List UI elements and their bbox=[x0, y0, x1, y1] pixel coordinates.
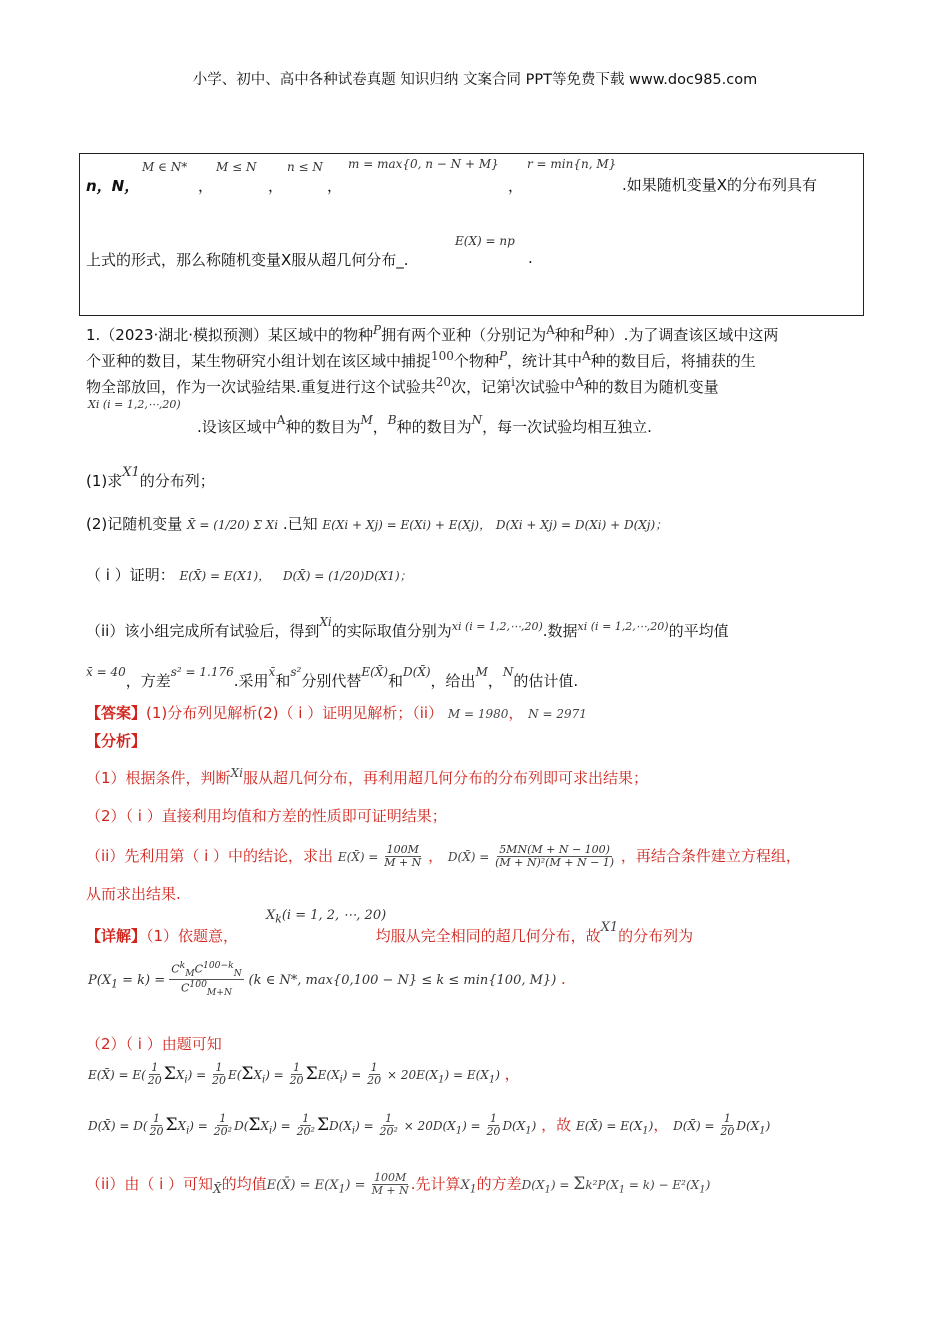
def-cond-5: r = min{n, M} bbox=[527, 157, 617, 171]
problem-line-1: 1.（2023·湖北·模拟预测）某区域中的物种$^P$拥有两个亚种（分别记为$^A$种和$^B$种）.为了调查该区域中这两 bbox=[86, 323, 779, 344]
def-tail: .如果随机变量X的分布列具有 bbox=[622, 176, 818, 194]
def-comma-4: ， bbox=[508, 177, 524, 195]
variance-derivation: D(X̄) = D( $\frac{1}{20}$ $\Sigma X_i$) = $\frac{1}{\text{20²}}$ $D(\Sigma X_i)$ = $\frac{1}{\text{20²}}$ $\Sigma D(X_i)$ = $\frac{1}{\text{20²}}$ × $20D(X_1)$ = $\frac{1}{20}$ $D(X_1)$ ，故 E(X̄) = $E(X_1)$， D(X̄) = $\frac{1}{20}$ $D(X_1)$ bbox=[88, 1112, 771, 1139]
dxbar-fraction: $\frac{5MN(M + N - 100)}{\text{(M + N)²(M + N − 1)}}$ bbox=[495, 843, 615, 870]
def-expectation: E(X) = np bbox=[455, 234, 515, 248]
def-line2: 上式的形式，那么称随机变量X服从超几何分布_. bbox=[86, 251, 409, 269]
detail-2: （2）（ i ）由题可知 bbox=[86, 1035, 222, 1053]
analysis-1: （1）根据条件，判断$^{Xi}$服从超几何分布，再利用超几何分布的分布列即可求出结果； bbox=[86, 766, 648, 787]
def-period: . bbox=[528, 249, 533, 267]
analysis-3: （ii）先利用第（ i ）中的结论，求出 E(X̄) = $\frac{100M}{M + N}$ ， D(X̄) = $\frac{5MN(M + N - 100)}{\text{(M + N)²(M + N − 1)}}$ ，再结合条件建立方程组， bbox=[86, 843, 801, 870]
detail-5: （ii）由（ i ）可知$_{X̄}$的均值E(X̄) = $E(X_1)$ = $\frac{100M}{M + N}$ .先计算$X_1$的方差$D(X_1) = \Sigma k^2P(X_1 = k) - E^2(X_1)$ bbox=[86, 1171, 711, 1198]
def-cond-3: n ≤ N bbox=[287, 160, 323, 174]
answer-line: 【答案】(1)分布列见解析(2)（ i ）证明见解析；（ii） M = 1980， N = 2971 bbox=[86, 704, 587, 722]
analysis-2: （2）（ i ）直接利用均值和方差的性质即可证明结果； bbox=[86, 807, 447, 825]
variance-sum: D(Xi + Xj) = D(Xi) + D(Xj)； bbox=[495, 518, 668, 532]
xbar-definition: X̄ = (1/20) Σ Xi bbox=[187, 518, 279, 532]
analysis-label: 【分析】 bbox=[86, 732, 147, 750]
exbar-fraction: $\frac{100M}{M + N}$ bbox=[384, 843, 422, 870]
expectation-sum: E(Xi + Xj) = E(Xi) + E(Xj)， bbox=[322, 518, 492, 532]
question-2: (2)记随机变量 X̄ = (1/20) Σ Xi .已知 E(Xi + Xj) = E(Xi) + E(Xj)， D(Xi + Xj) = D(Xi) + D(Xj)； bbox=[86, 515, 668, 533]
question-2-i: （ i ）证明： E(X̄) = E(X1)， D(X̄) = (1/20)D(X1)； bbox=[86, 566, 412, 584]
detail-1: 【详解】（1）依题意， 均服从完全相同的超几何分布，故X1的分布列为 bbox=[86, 920, 694, 945]
xi-range: Xi (i = 1,2,⋯,20) bbox=[88, 398, 181, 411]
def-vars: n，N， bbox=[86, 177, 140, 195]
question-1: (1)求X1的分布列； bbox=[86, 465, 215, 490]
question-2-ii-line-2: $^{x̄ = 40}$，方差$^{s^2 = 1.176}$.采用$^{x̄}$和$^{s^2}$分别代替$^{E(X̄)}$和$^{D(X̄)}$，给出$^M$，$^N$的估计值. bbox=[86, 665, 579, 690]
def-comma-3: ， bbox=[327, 177, 343, 195]
distribution-formula: $P(X_1 = k)$ = $\frac{C^k_MC^{100-k}_N}{C^{100}_{M+N}}$ (k ∈ N*, max{0,100 − N} ≤ k ≤ min{100, M}) . bbox=[88, 960, 566, 998]
detail-xk-range: $X_k(i = 1$, 2, ⋯, 20) bbox=[266, 908, 387, 926]
def-cond-1: M ∈ N* bbox=[142, 160, 188, 174]
problem-line-2: 个亚种的数目，某生物研究小组计划在该区域中捕捉$^{100}$个物种$^P$，统计其中$^A$种的数目后，将捕获的生 bbox=[86, 349, 756, 370]
def-comma-1: ， bbox=[198, 177, 214, 195]
problem-line-3: 物全部放回，作为一次试验结果.重复进行这个试验共$^{20}$次，记第$^i$次试验中$^A$种的数目为随机变量 bbox=[86, 375, 719, 396]
def-cond-4: m = max{0, n − N + M} bbox=[348, 157, 499, 171]
problem-line-4: .设该区域中$^A$种的数目为$^M$，$^B$种的数目为$^N$，每一次试验均相互独立. bbox=[197, 413, 652, 436]
analysis-4: 从而求出结果. bbox=[86, 885, 181, 903]
question-2-ii-line-1: （ii）该小组完成所有试验后，得到$^{Xi}$的实际取值分别为$^{xi (i = 1,2,\cdots,20)}$.数据$^{xi (i = 1,2,\cdots,20)}$的平均值 bbox=[86, 615, 729, 640]
def-cond-2: M ≤ N bbox=[216, 160, 257, 174]
page-header: 小学、初中、高中各种试卷真题 知识归纳 文案合同 PPT等免费下载 www.doc985.com bbox=[192, 72, 758, 88]
def-comma-2: ， bbox=[268, 177, 284, 195]
expectation-derivation: E(X̄) = E( $\frac{1}{20}$ $\Sigma X_i$) = $\frac{1}{20}$ $E(\Sigma X_i)$ = $\frac{1}{20}$ $\Sigma E(X_i)$ = $\frac{1}{20}$ × $20E(X_1) = E(X_1)$ ， bbox=[88, 1061, 520, 1088]
